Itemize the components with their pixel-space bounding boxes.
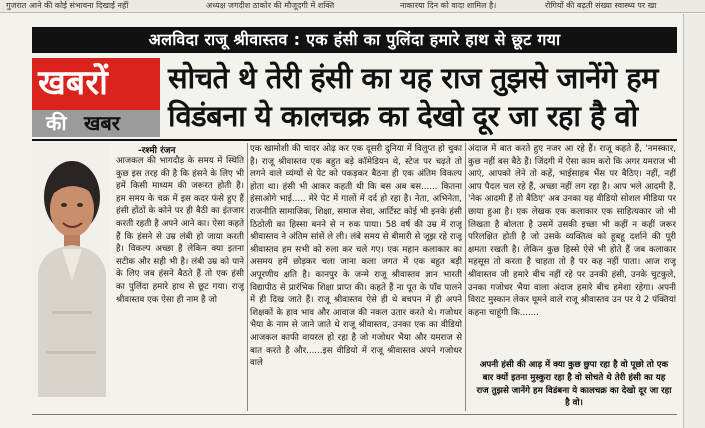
article-banner: अलविदा राजू श्रीवास्तव : एक हंसी का पुलिंदा हमारे हाथ से छूट गया — [32, 27, 677, 53]
logo-text-line2b: खबर — [84, 111, 120, 135]
article-column-1 — [116, 155, 244, 420]
previous-articles-strip — [0, 0, 705, 13]
column-2-text: एक खामोशी की चादर ओढ़ कर एक दूसरी दुनिया में विलुप्त हो चुका है। राजू श्रीवास्तव एक बहुत बड़े कॉमेडियन थे, स्टेज पर चढ़ते तो लगने वाले व्यंग्यों से पेट को पकड़कर बैठना ही एक अंतिम विकल्प होता था। हंसी भी आकर कहती थी कि बस अब बस...... कितना हंसाओगे भाई..... मेरे पेट में गालों में दर्द हो रहा है। नेता, अभिनेता, राजनीति सामाजिक, शिक्षा, समाज सेवा, आर्टिस्ट कोई भी इनके हंसी ठिठोली का हिस्सा बनने से न रुक पाया। 58 वर्ष की उम्र में राजू श्रीवास्तव ने अंतिम सांसें ले ली। लंबे समय से बीमारी से जूझ रहे राजू श्रीवास्तव हम सभी को रुला कर चले गए। एक महान कलाकार का असमय हमें छोड़कर चला जाना कला जगत में एक बहुत बड़ी अपूरणीय क्षति है। कानपुर के जन्मे राजू श्रीवास्तव ज्ञान भारती विद्यापीठ से प्रारंभिक शिक्षा प्राप्त की। कहते हैं ना पूत के पाँव पालने में ही दिख जाते हैं। राजू श्रीवास्तव ऐसे ही थे बचपन में ही अपने शिक्षकों के हाव भाव और आवाज की नकल उतार करते थे। गजोधर भैया के नाम से जाने जाते थे राजू श्रीवास्तव, उनका एक का वीडियो आजकल काफी वायरल हो रहा है जो गजोधर भैया और यमराज से बात करते है और......इस वीडियो में राजू श्रीवास्तव अपने गजोधर वाले — [250, 144, 462, 369]
headline-divider — [32, 139, 677, 141]
strip-text-middle: अध्यक्ष जगदीश ठाकोर की मौजूदगी में शक्ति — [206, 1, 335, 10]
headline-line-1: सोचते थे तेरी हंसी का यह राज तुझसे जानेंगे हम — [168, 61, 659, 95]
article-column-3 — [468, 143, 676, 359]
closing-poem-pullquote: अपनी हंसी की आड़ में क्या कुछ छुपा रहा है वो पूछो तो एक बार क्यों इतना मुस्कुरा रहा है वो सोचते थे तेरी हंसी का यह राज तुझसे जानेंगे हम विडंबना ये कालचक्र का देखो दूर जा रहा है वो। — [476, 360, 672, 409]
logo-gray-block — [32, 110, 160, 137]
logo-text-line1: खबरों — [38, 63, 108, 103]
column-3-text: अंदाज में बात करते हुए नजर आ रहे हैं। राजू कहते हैं, 'नमस्कार, कुछ नहीं बस बैठे हैं। जिंदगी में ऐसा काम करो कि अगर यमराज भी आएं, आपको लेने तो कहें, भाईसाहब भैंस पर बैठिए। नहीं, नहीं आप पैदल चल रहे हैं, अच्छा नहीं लग रहा है। आप भले आदमी हैं, 'नेक आदमी हैं तो बैठिए' अब उनका यह वीडियो सोशल मीडिया पर छाया हुआ है। एक लेखक एक कलाकार एक साहित्यकार जो भी लिखता है बोलता है उसमें उसकी इच्छा भी कहीं न कहीं जरूर परिलक्षित होती है जो उसके व्यक्तित्व को हूबहू दर्शाने की पूरी क्षमता रखती है। लेकिन कुछ हिस्से ऐसे भी होते हैं जब कलाकार महसूस तो करता है चाहता तो है पर कह नहीं पाता। आज राजू श्रीवास्तव जी हमारे बीच नहीं रहे पर उनकी हंसी, उनके चुटकुले, उनका गजोधर भैया वाला अंदाज हमारे बीच हमेशा रहेगा। अपनी विराट मुस्कान लेकर घूमने वाले राजू श्रीवास्तव उन पर ये 2 पंक्तियां कहना चाहूंगी कि....... — [468, 144, 676, 318]
headline-line-2: विडंबना ये कालचक्र का देखो दूर जा रहा है वो — [168, 99, 638, 133]
logo-text-line2a: की — [46, 111, 67, 135]
raju-srivastava-photo — [32, 141, 110, 397]
author-byline: -रश्मी रंजन — [138, 146, 176, 156]
column-divider — [247, 143, 248, 411]
portrait-illustration — [32, 141, 110, 397]
column-divider — [465, 143, 466, 411]
logo-red-block — [32, 58, 160, 110]
strip-text-right: रोगियों की बढ़ती संख्या स्वास्थ्य पर खा — [545, 1, 657, 10]
article-column-2 — [250, 143, 462, 411]
adjacent-column-cropped — [683, 14, 705, 428]
column-logo — [32, 58, 160, 137]
strip-text-left: गुजरात आने की कोई संभावना दिखाई नहीं — [6, 1, 129, 10]
column-1-text: आजकल की भागदौड़ के समय में स्थिति कुछ इस तरह की है कि हंसने के लिए भी हमें किसी माध्यम की जरूरत होती है। हम समय के चक्र में इस कदर फंसे हुए हैं हंसी होंठों के कोने पर ही बैठी का इंतजार करती रहती है अपने आने का। ऐसा कहते हैं कि हंसने से उम्र लंबी हो जाया करती है। विकल्प अच्छा है लेकिन क्या इतना सटीक और सही भी है। लंबी उम्र को पाने के लिए जब हंसने बैठते हैं तो एक हंसी का पुलिंदा हमारे हाथ से छूट गया। राजू श्रीवास्तव एक ऐसा ही नाम है जो — [116, 156, 244, 305]
strip-text-middle2: नाकारया दिन को वादा शामिल है। — [400, 1, 497, 10]
page-bottom-rule — [32, 414, 677, 415]
